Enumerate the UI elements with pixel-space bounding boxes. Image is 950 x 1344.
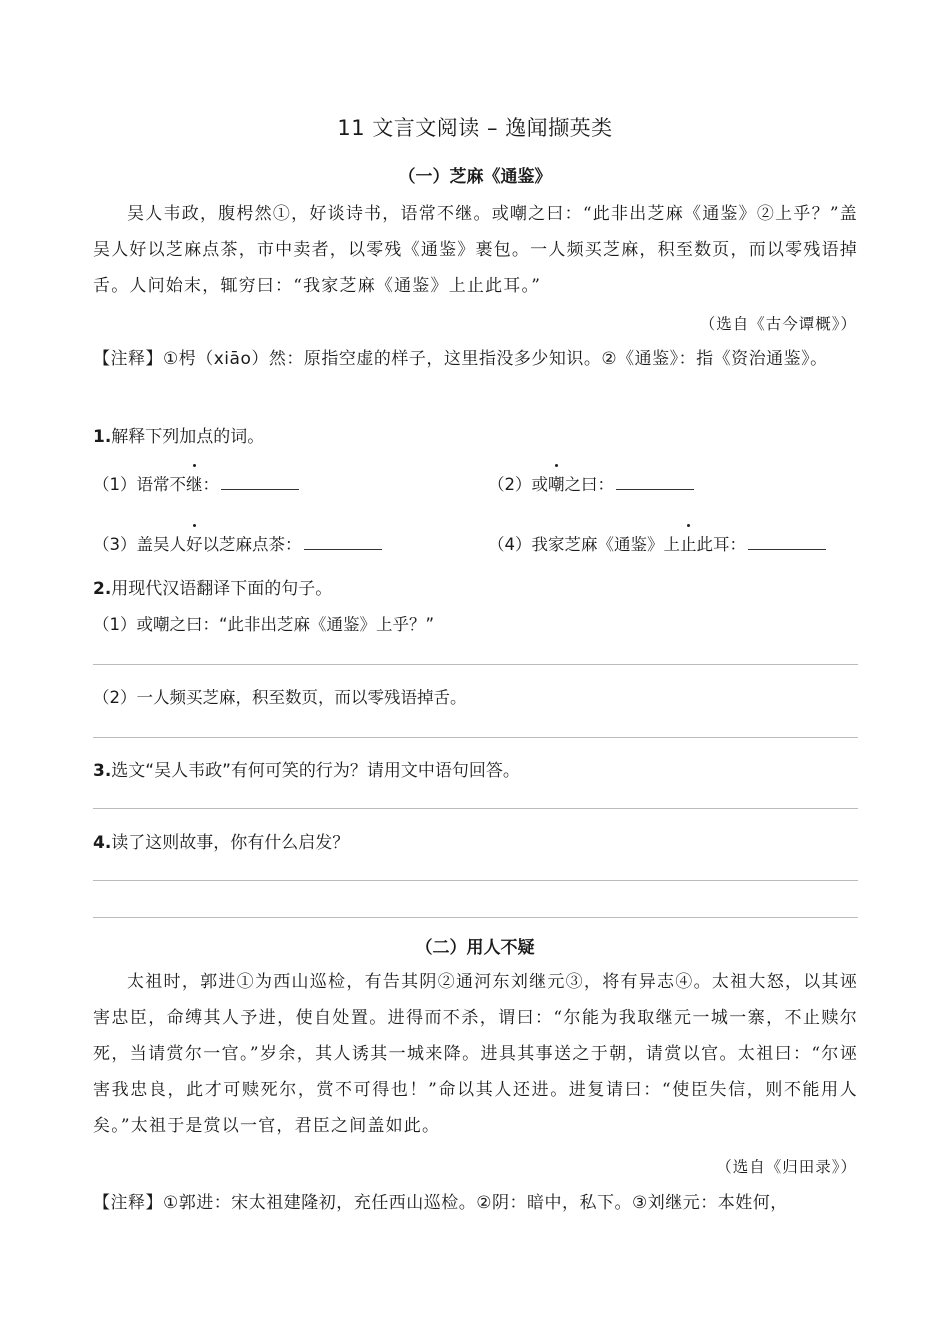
q1-item-2 <box>488 471 694 495</box>
q1-item-2-dotted-word: 嘲 <box>548 471 565 495</box>
q1-item-3-dotted-word: 好 <box>186 531 203 555</box>
question-1-text: 解释下列加点的词。 <box>111 427 265 447</box>
q1-item-4-dotted-word: 止 <box>680 531 697 555</box>
q2-sentence-1: （1）或嘲之曰：“此非出芝麻《通鉴》上乎？” <box>93 615 435 634</box>
page-title: 11 文言文阅读 – 逸闻撷英类 <box>337 116 613 140</box>
q1-item-1 <box>93 471 299 495</box>
q1-item-2-post: 之曰： <box>564 475 614 494</box>
question-2-text: 用现代汉语翻译下面的句子。 <box>111 579 333 599</box>
question-3-text: 选文“吴人韦政”有何可笑的行为？请用文中语句回答。 <box>111 761 520 781</box>
section2-source: （选自《归田录》） <box>716 1158 857 1176</box>
q1-item-3-pre: （3）盖吴人 <box>93 535 186 554</box>
q1-item-4-pre: （4）我家芝麻《通鉴》上 <box>488 535 680 554</box>
section1-passage: 吴人韦政，腹枵然①，好谈诗书，语常不继。或嘲之曰：“此非出芝麻《通鉴》②上乎？”盖吴人好以芝麻点茶，市中卖者，以零残《通鉴》裹包。一人频买芝麻，积至数页，而以零残语掉舌。人问始末，辄穷曰：“我家芝麻《通鉴》上止此耳。” <box>93 204 858 296</box>
answer-line[interactable] <box>93 917 858 918</box>
question-4-number: 4. <box>93 833 112 853</box>
q1-item-3 <box>93 531 382 555</box>
q2-sentence-2: （2）一人频买芝麻，积至数页，而以零残语掉舌。 <box>93 688 467 707</box>
question-4 <box>93 828 349 853</box>
question-2-number: 2. <box>93 579 112 599</box>
answer-blank[interactable] <box>221 488 299 490</box>
section2-title: （二）用人不疑 <box>415 938 535 958</box>
q1-item-1-post: ： <box>202 475 219 494</box>
question-4-text: 读了这则故事，你有什么启发？ <box>111 833 350 853</box>
answer-line[interactable] <box>93 880 858 881</box>
section1-title: （一）芝麻《通鉴》 <box>398 167 552 187</box>
section1-note: 【注释】①枵（xiāo）然：原指空虚的样子，这里指没多少知识。②《通鉴》：指《资治通鉴》。 <box>93 349 828 369</box>
answer-line[interactable] <box>93 737 858 738</box>
answer-blank[interactable] <box>748 548 826 550</box>
question-3-number: 3. <box>93 761 112 781</box>
question-2 <box>93 574 332 599</box>
q1-item-4-post: 此耳： <box>696 535 746 554</box>
section2-note: 【注释】①郭进：宋太祖建隆初，充任西山巡检。②阴：暗中，私下。③刘继元：本姓何， <box>93 1193 788 1213</box>
question-1 <box>93 422 264 447</box>
answer-line[interactable] <box>93 664 858 665</box>
q1-item-4 <box>488 531 826 555</box>
q1-item-3-post: 以芝麻点茶： <box>202 535 302 554</box>
q1-item-1-dotted-word: 继 <box>186 471 203 495</box>
answer-blank[interactable] <box>616 488 694 490</box>
answer-line[interactable] <box>93 808 858 809</box>
question-1-number: 1. <box>93 427 112 447</box>
q1-item-1-pre: （1）语常不 <box>93 475 186 494</box>
q1-item-2-pre: （2）或 <box>488 475 548 494</box>
question-3 <box>93 756 520 781</box>
section2-passage: 太祖时，郭进①为西山巡检，有告其阴②通河东刘继元③，将有异志④。太祖大怒，以其诬害忠臣，命缚其人予进，使自处置。进得而不杀，谓曰：“尔能为我取继元一城一寨，不止赎尔死，当请赏尔一官。”岁余，其人诱其一城来降。进具其事送之于朝，请赏以官。太祖曰：“尔诬害我忠良，此才可赎死尔，赏不可得也！”命以其人还进。进复请曰：“使臣失信，则不能用人矣。”太祖于是赏以一官，君臣之间盖如此。 <box>93 972 858 1136</box>
answer-blank[interactable] <box>304 548 382 550</box>
section1-source: （选自《古今谭概》） <box>699 315 857 333</box>
